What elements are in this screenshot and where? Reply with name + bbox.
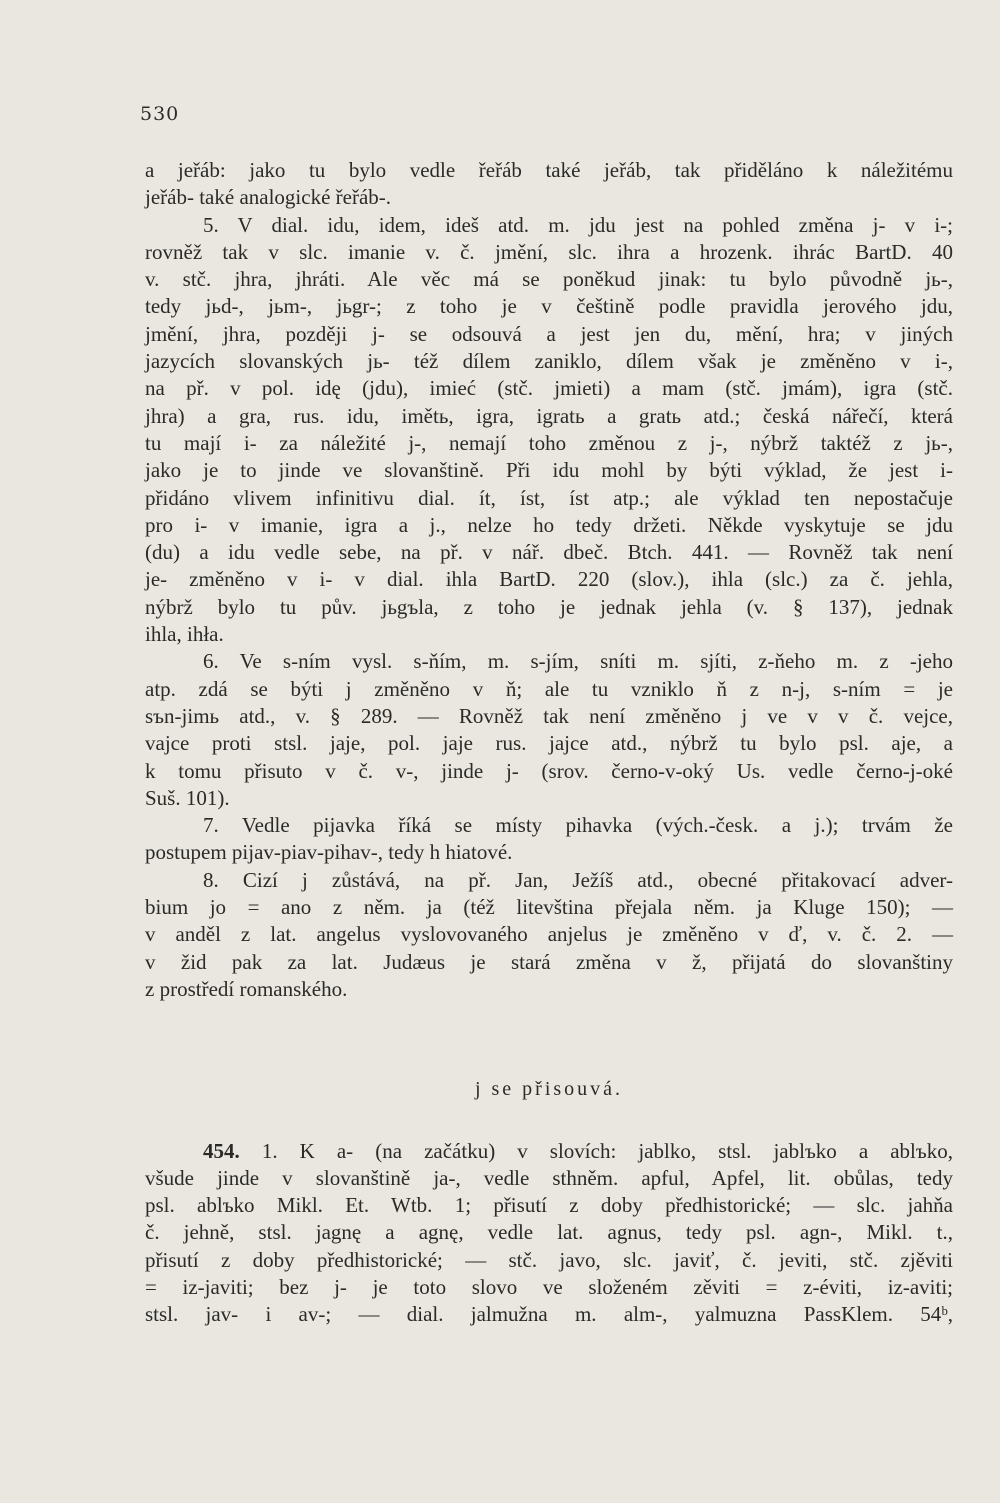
section-heading: j se přisouvá.	[474, 1078, 624, 1101]
text-line: k tomu přisuto v č. v-, jinde j- (srov. černo-v-oký Us. vedle černo-j-oké	[145, 758, 953, 783]
text-line: v žid pak za lat. Judæus je stará změna v ž, přijatá do slovanštiny	[145, 949, 953, 974]
text-line: tedy jьd-, jьm-, jьgr-; z toho je v češtině podle pravidla jerového jdu,	[145, 294, 953, 319]
text-line: atp. zdá se býti j změněno v ň; ale tu vzniklo ň z n-j, s-ním = je	[145, 676, 953, 701]
text-line: tu mají i- za náležité j-, nemají toho změnou z j-, nýbrž taktéž z jь-,	[145, 430, 953, 455]
text-line: v. stč. jhra, jhráti. Ale věc má se poněkud jinak: tu bylo původně jь-,	[145, 267, 953, 292]
text-line: jmění, jhra, později j- se odsouvá a jest jen du, mění, hra; v jiných	[145, 321, 953, 346]
text-line: stsl. jav- i av-; — dial. jalmužna m. alm-, yalmuzna PassKlem. 54ᵇ,	[145, 1302, 953, 1327]
text-line: Suš. 101).	[145, 785, 230, 810]
text-line: v anděl z lat. angelus vyslovovaného anjelus je změněno v ď, v. č. 2. —	[145, 922, 953, 947]
text-line: jhra) a gra, rus. idu, imětь, igra, igratь a gratь atd.; česká nářečí, která	[145, 403, 953, 428]
text-line: 7. Vedle pijavka říká se místy pihavka (vých.-česk. a j.); trvám že	[203, 813, 953, 838]
body-text	[145, 157, 953, 1329]
text-line: psl. ablъko Mikl. Et. Wtb. 1; přisutí z doby předhistorické; — slc. jahňa	[145, 1193, 953, 1218]
text-line: sъn-jimь atd., v. § 289. — Rovněž tak není změněno j ve v v č. vejce,	[145, 703, 953, 728]
text-line: na př. v pol. idę (jdu), imieć (stč. jmieti) a mam (stč. jmám), igra (stč.	[145, 376, 953, 401]
section-paragraph	[145, 1138, 953, 1329]
text-line: vajce proti stsl. jaje, pol. jaje rus. jajce atd., nýbrž tu bylo psl. aje, a	[145, 731, 953, 756]
paragraph	[145, 867, 953, 1003]
text-line: je- změněno v i- v dial. ihla BartD. 220 (slov.), ihla (slc.) za č. jehla,	[145, 567, 953, 592]
text-line: rovněž tak v slc. imanie v. č. jmění, slc. ihra a hrozenk. ihrác BartD. 40	[145, 239, 953, 264]
text-line: bium jo = ano z něm. ja (též litevština přejala něm. ja Kluge 150); —	[145, 895, 953, 920]
paragraph	[145, 812, 953, 867]
page-number: 530	[140, 103, 180, 125]
text-line: přisutí z doby předhistorické; — stč. javo, slc. javiť, č. jeviti, stč. zjěviti	[145, 1247, 953, 1272]
text-line: přidáno vlivem infinitivu dial. ít, íst, íst atp.; ale výklad ten nepostačuje	[145, 485, 953, 510]
text-line: jako je to jinde ve slovanštině. Při idu mohl by býti výklad, že jest i-	[145, 458, 953, 483]
text-line: 6. Ve s-ním vysl. s-ňím, m. s-jím, sníti m. sjíti, z-ňeho m. z -jeho	[203, 649, 953, 674]
spacer	[145, 1003, 953, 1076]
text-line: z prostředí romanského.	[145, 976, 348, 1001]
text-line: a jeřáb: jako tu bylo vedle řeřáb také jeřáb, tak přiděláno k náležitému	[145, 158, 953, 182]
section-number: 454.	[203, 1138, 240, 1163]
text-line: nýbrž bylo tu pův. jьgъla, z toho je jednak jehla (v. § 137), jednak	[145, 594, 953, 619]
text-line: jazycích slovanských jь- též dílem zaniklo, dílem však je změněno v i-,	[145, 349, 953, 374]
text-line: 8. Cizí j zůstává, na př. Jan, Ježíš atd., obecné přitakovací adver-	[203, 867, 953, 892]
text-line: 5. V dial. idu, idem, ideš atd. m. jdu jest na pohled změna j- v i-;	[203, 212, 953, 237]
section-first-line: 1. K a- (na začátku) v slovích: jablko, stsl. jablъko a ablъko,	[261, 1138, 954, 1163]
text-line: všude jinde v slovanštině ja-, vedle sthněm. apful, Apfel, lit. obůlas, tedy	[145, 1165, 953, 1190]
paragraph	[145, 157, 953, 212]
text-line: (du) a idu vedle sebe, na př. v nář. dbeč. Btch. 441. — Rovněž tak není	[145, 540, 953, 565]
paragraph	[145, 648, 953, 812]
text-line: = iz-javiti; bez j- je toto slovo ve složeném zěviti = z-éviti, iz-aviti;	[145, 1274, 953, 1299]
text-line: ihla, ihła.	[145, 622, 224, 647]
text-line: jeřáb- také analogické řeřáb-.	[145, 185, 392, 210]
text-line: č. jehně, stsl. jagnę a agnę, vedle lat. agnus, tedy psl. agn-, Mikl. t.,	[145, 1220, 953, 1245]
text-line: pro i- v imanie, igra a j., nelze ho tedy držeti. Někde vyskytuje se jdu	[145, 512, 953, 537]
text-line	[145, 1138, 953, 1165]
text-line: postupem pijav-piav-pihav-, tedy h hiatové.	[145, 840, 513, 865]
paragraph	[145, 212, 953, 649]
